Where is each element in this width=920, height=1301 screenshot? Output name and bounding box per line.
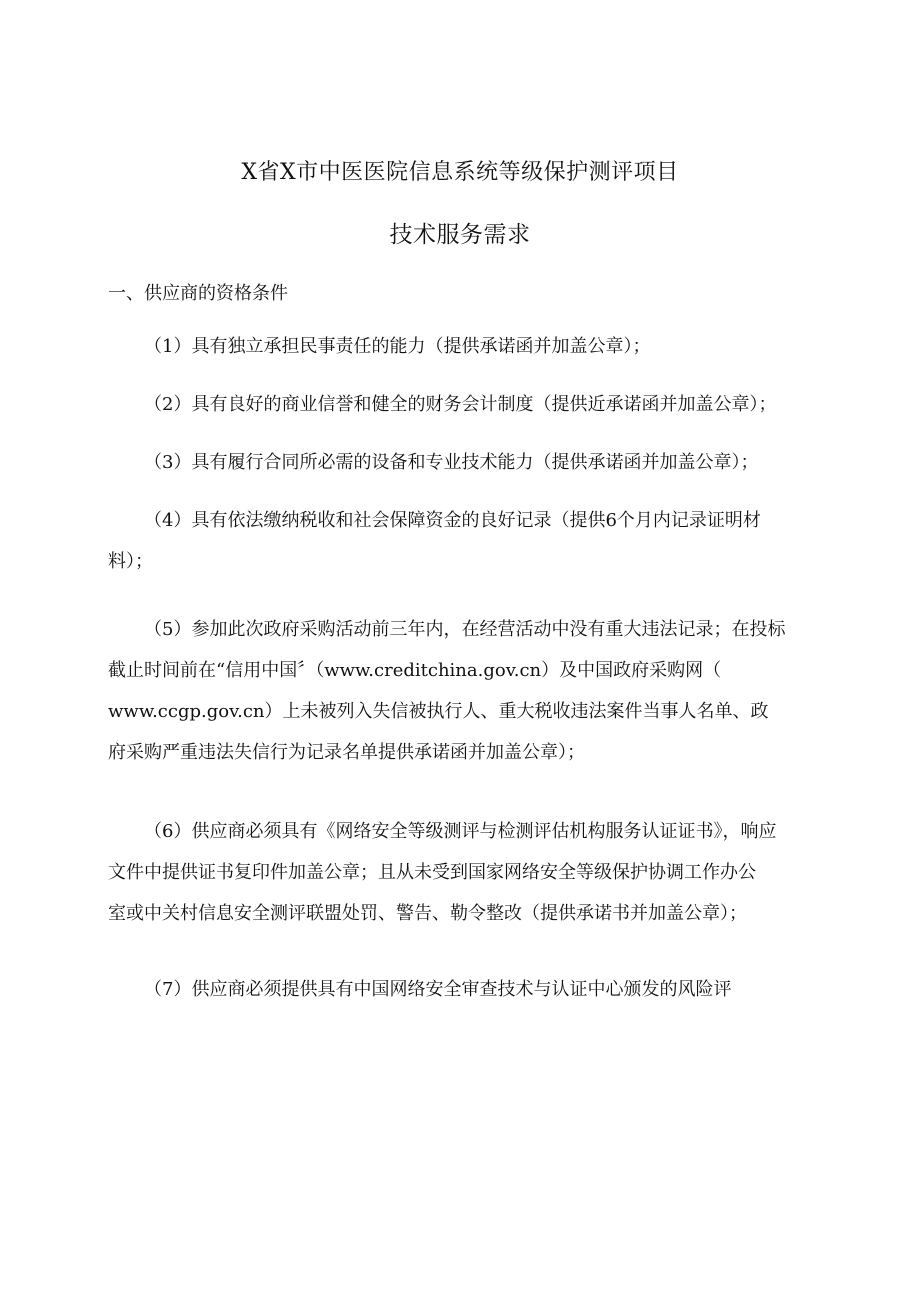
requirement-item-6 xyxy=(108,811,838,934)
requirement-item-7 xyxy=(108,969,838,1010)
requirement-line: 料）； xyxy=(108,551,153,572)
document-subtitle: 技术服务需求 xyxy=(389,222,531,248)
requirement-item-4 xyxy=(108,500,838,582)
requirement-line: （6）供应商必须具有《网络安全等级测评与检测评估机构服务认证证书》，响应 xyxy=(144,821,777,842)
requirement-line: 室或中关村信息安全测评联盟处罚、警告、勒令整改（提供承诺书并加盖公章）； xyxy=(108,903,747,924)
requirement-line: 截止时间前在“信用中国〞（www.creditchina.gov.cn）及中国政府采购网（ xyxy=(108,660,722,681)
requirement-line: （3）具有履行合同所必需的设备和专业技术能力（提供承诺函并加盖公章）； xyxy=(144,452,759,473)
requirement-item-5 xyxy=(108,609,838,773)
requirement-line: （5）参加此次政府采购活动前三年内，在经营活动中没有重大违法记录；在投标 xyxy=(144,619,786,640)
requirement-line: （1）具有独立承担民事责任的能力（提供承诺函并加盖公章）； xyxy=(144,336,651,357)
requirement-item-2 xyxy=(108,384,838,425)
requirement-item-3 xyxy=(108,442,838,483)
requirement-item-1 xyxy=(108,326,838,367)
requirement-line: （4）具有依法缴纳税收和社会保障资金的良好记录（提供6个月内记录证明材 xyxy=(144,510,761,531)
requirement-line: （7）供应商必须提供具有中国网络安全审查技术与认证中心颁发的风险评 xyxy=(144,979,732,1000)
section-heading: 一、供应商的资格条件 xyxy=(108,283,288,304)
requirement-line: 府采购严重违法失信行为记录名单提供承诺函并加盖公章）； xyxy=(108,742,585,763)
requirement-line: 文件中提供证书复印件加盖公章；且从未受到国家网络安全等级保护协调工作办公 xyxy=(108,862,756,883)
document-title: X省X市中医医院信息系统等级保护测评项目 xyxy=(241,160,679,185)
requirement-line: www.ccgp.gov.cn）上未被列入失信被执行人、重大税收违法案件当事人名单、政 xyxy=(108,701,769,722)
requirement-line: （2）具有良好的商业信誉和健全的财务会计制度（提供近承诺函并加盖公章）； xyxy=(144,394,777,415)
